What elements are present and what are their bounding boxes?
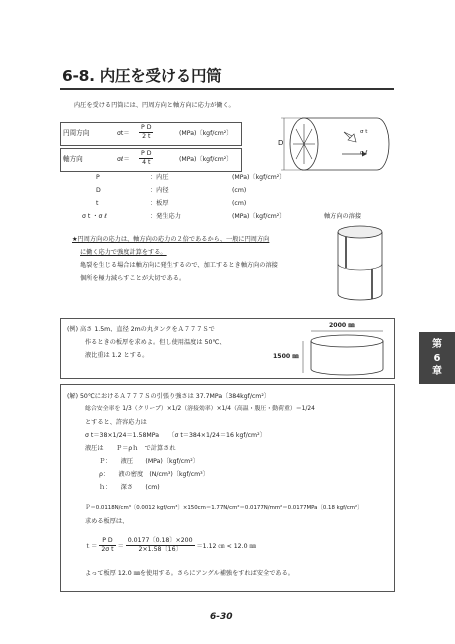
solution-line: 総合安全率を 1/3（クリープ）×1/2（溶接効率）×1/4（高温・腹圧・動荷重）＝1/24 [85,406,315,412]
symbol: σ t ・σ ℓ [82,213,107,220]
fraction-numerator: 0.0177〔0.18〕×200 [126,537,195,546]
formula-numerator: P D [139,124,153,133]
chapter-tab-char: 章 [432,366,442,377]
tank-width-label: 2000 ㎜ [329,322,355,329]
formula-unit: (MPa)〔kgf/cm²〕 [179,156,233,163]
weld-caption: 軸方向の溶接 [324,213,362,220]
sigma-t-label: σ t [360,129,368,135]
chapter-tab [419,332,455,384]
find-thickness-line: 求める板厚は、 [85,518,129,525]
fraction-denominator: 2×1.58〔16〕 [138,546,182,554]
tank-height-label: 1500 ㎜ [273,353,299,360]
formula-box-hoop [60,122,242,146]
thickness-fraction-2 [126,537,195,555]
chapter-tab-number: 6 [433,352,441,364]
intro-text: 内圧を受ける円筒には、円周方向と軸方向に応力が働く。 [74,102,235,109]
formula-lhs: σt＝ [117,130,130,137]
solution-line: ρ： 液の密度 (N/cm³)〔kgf/cm³〕 [99,471,209,478]
chapter-tab-char: 第 [432,339,442,350]
symbol-unit: (cm) [232,200,247,207]
formula-label: 軸方向 [63,155,83,163]
example-box [60,318,395,379]
thickness-lhs: ｔ＝ [85,542,98,550]
symbol-unit: (MPa)〔kgf/cm²〕 [232,174,286,181]
title-underline [60,88,394,90]
page-number: 6-30 [210,612,233,622]
formula-unit: (MPa)〔kgf/cm²〕 [179,130,233,137]
solution-line: 液圧は Ｐ＝ρｈ で計算され [85,445,176,452]
example-line: 作るときの板厚を求めよ。但し使用温度は 50℃、 [85,339,226,346]
formula-fraction [139,150,153,168]
formula-label: 円周方向 [63,129,90,137]
note-line: ★円周方向の応力は、軸方向の応力の２倍であるから、一般に円周方向 [72,236,270,243]
symbol-desc: ：発生応力 [150,213,181,220]
example-line: (例) 高さ 1.5m、直径 2mの丸タンクをＡ７７７Ｓで [67,326,215,333]
thickness-equals: ＝ [117,542,124,550]
formula-box-axial [60,148,242,172]
solution-line: (解) 50℃におけるＡ７７７Ｓの引張り強さは 37.7MPa〔384kgf/cm²〕 [67,393,270,400]
solution-box [60,384,395,592]
note-line: 亀裂を生じる場合は軸方向に発生するので、加工するとき軸方向の溶接 [80,262,278,269]
fraction-denominator: 2σ t [101,546,114,554]
cylinder-stress-diagram [272,110,392,178]
thickness-fraction-1 [99,537,115,555]
symbol: D [96,187,101,194]
symbol-desc: ：内径 [150,187,169,194]
sigma-l-label: σ ℓ [360,150,368,156]
thickness-result: ＝1.12 ㎝ < 12.0 ㎜ [196,542,256,550]
diameter-label: D [278,139,284,147]
symbol: t [96,200,99,207]
formula-denominator: 2 t [142,133,151,141]
thickness-formula [85,537,256,555]
solution-line: とすると、許容応力は [85,419,147,426]
solution-line: Ｐ： 液圧 (MPa)〔kgf/cm²〕 [99,458,199,465]
formula-numerator: P D [139,150,153,159]
fraction-numerator: P D [99,537,115,546]
note-line: に働く応力で強度計算をする。 [80,249,167,256]
page-title: 6-8. 内圧を受ける円筒 [62,67,222,85]
formula-denominator: 4 t [142,159,151,167]
welded-tank-diagram [334,224,386,304]
solution-line: σ t＝38×1/24＝1.58MPa 〔σ t＝384×1/24＝16 kgf/cm²〕 [85,432,266,439]
symbol-desc: ：板厚 [150,200,169,207]
symbol: P [96,174,100,181]
tank-diagram [295,327,391,377]
note-line: 個所を極力減らすことが大切である。 [80,275,186,282]
formula-fraction [139,124,153,142]
formula-lhs: σℓ＝ [117,156,130,163]
example-line: 液比重は 1.2 とする。 [85,352,149,359]
conclusion-line: よって板厚 12.0 ㎜を使用する。さらにアングル補強をすれば安全である。 [85,570,294,577]
symbol-unit: (MPa)〔kgf/cm²〕 [232,213,286,220]
solution-line: ｈ： 深さ (cm) [99,484,160,491]
symbol-unit: (cm) [232,187,247,194]
pressure-calc-line: Ｐ＝0.0118N/cm³〔0.0012 kgf/cm³〕×150cm＝1.77N/cm²＝0.0177N/mm²＝0.0177MPa〔0.18 kgf/cm²〕 [85,505,363,511]
symbol-desc: ：内圧 [150,174,169,181]
